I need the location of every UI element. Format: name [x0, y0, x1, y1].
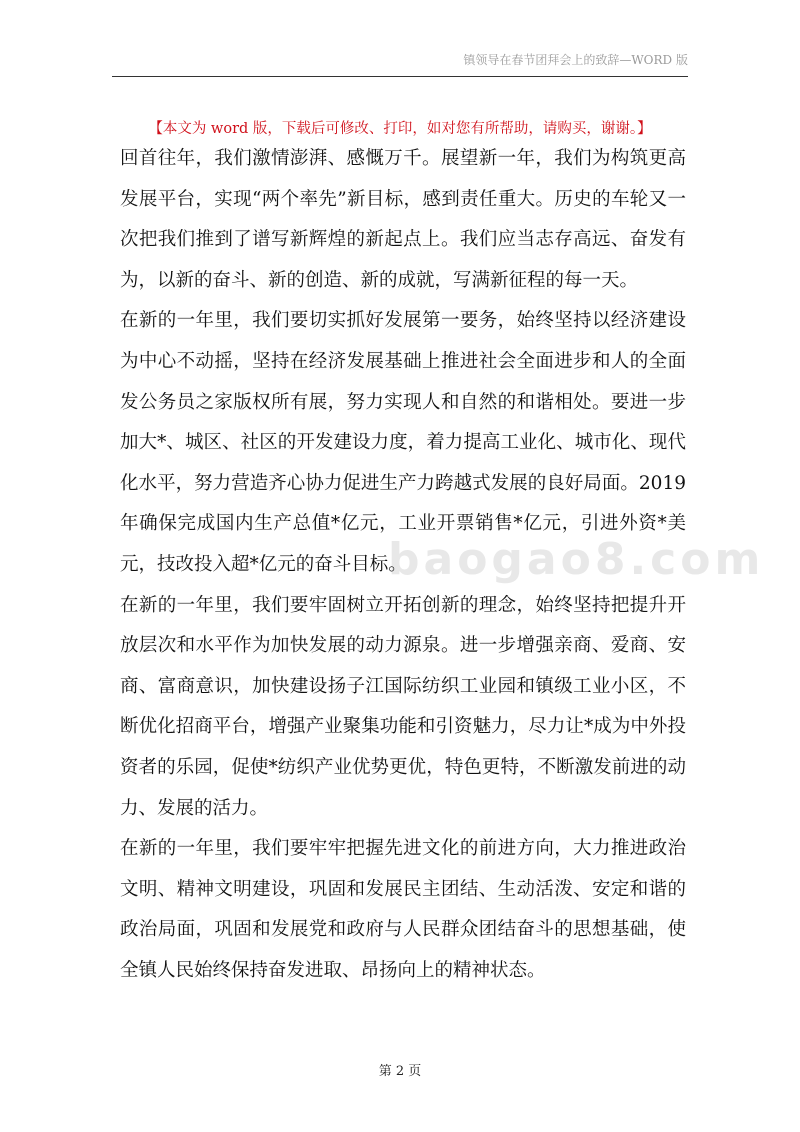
- paragraph-1: 回首往年，我们激情澎湃、感慨万千。展望新一年，我们为构筑更高发展平台，实现“两个率先”新目标，感到责任重大。历史的车轮又一次把我们推到了谱写新辉煌的新起点上。我们应当志存高远、奋发有为，以新的奋斗、新的创造、新的成就，写满新征程的每一天。: [120, 148, 686, 291]
- paragraph-3: 在新的一年里，我们要牢固树立开拓创新的理念，始终坚持把提升开放层次和水平作为加快发展的动力源泉。进一步增强亲商、爱商、安商、富商意识，加快建设扬子江国际纺织工业园和镇级工业小区，不断优化招商平台，增强产业聚集功能和引资魅力，尽力让*成为中外投资者的乐园，促使*纺织产业优势更优，特色更特，不断激发前进的动力、发展的活力。: [120, 594, 686, 819]
- document-title: 镇领导在春节团拜会上的致辞—WORD 版: [463, 53, 688, 67]
- page-header: [112, 52, 688, 77]
- purchase-notice: 【本文为 word 版，下载后可修改、打印，如对您有所帮助，请购买，谢谢。】: [148, 121, 652, 137]
- watermark: baogao8.com: [388, 534, 765, 585]
- document-body: [120, 139, 686, 991]
- paragraph-4: 在新的一年里，我们要牢牢把握先进文化的前进方向，大力推进政治文明、精神文明建设，巩固和发展民主团结、生动活泼、安定和谐的政治局面，巩固和发展党和政府与人民群众团结奋斗的思想基础，使全镇人民始终保持奋发进取、昂扬向上的精神状态。: [120, 838, 686, 981]
- page-number: 第 2 页: [378, 1064, 422, 1079]
- paragraph-2: 在新的一年里，我们要切实抓好发展第一要务，始终坚持以经济建设为中心不动摇，坚持在经济发展基础上推进社会全面进步和人的全面发公务员之家版权所有展，努力实现人和自然的和谐相处。要进一步加大*、城区、社区的开发建设力度，着力提高工业化、城市化、现代化水平，努力营造齐心协力促进生产力跨越式发展的良好局面。2019 年确保完成国内生产总值*亿元，工业开票销售*亿元，引进外资*美元，技改投入超*亿元的奋斗目标。: [120, 310, 686, 575]
